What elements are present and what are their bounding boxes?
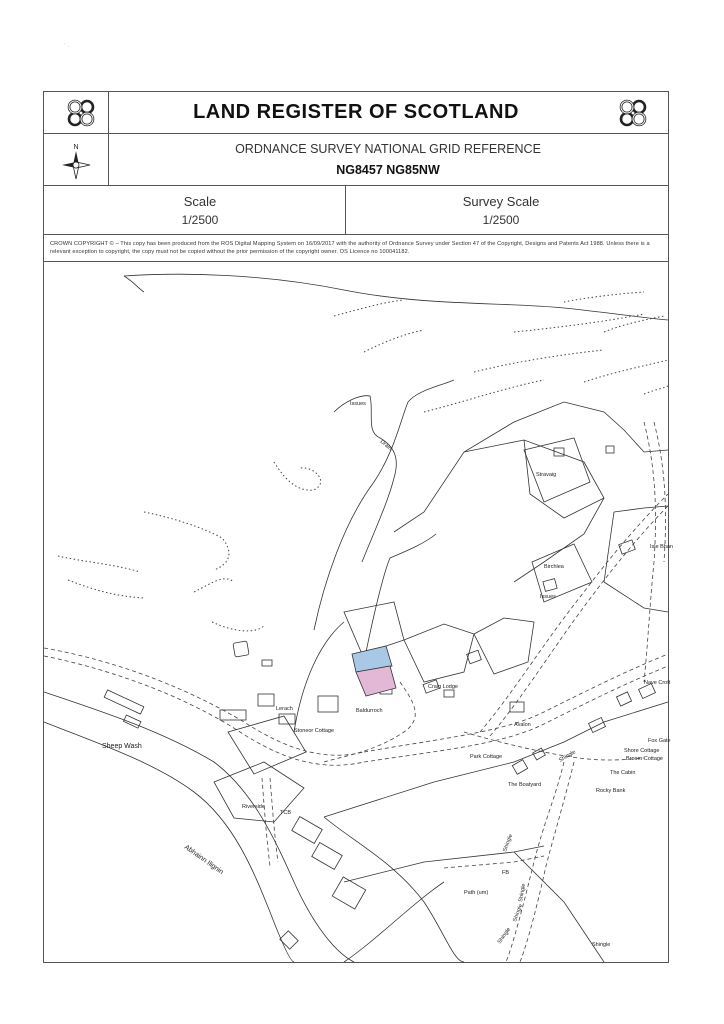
label-baldurroch: Baldurroch <box>356 708 383 714</box>
label-path: Path (um) <box>464 890 489 896</box>
label-avalon: Avalon <box>514 722 531 728</box>
grid-reference-label: ORDNANCE SURVEY NATIONAL GRID REFERENCE <box>235 142 541 156</box>
label-drain: Drain <box>378 438 393 452</box>
scale-value: 1/2500 <box>181 213 219 227</box>
north-arrow <box>58 140 94 182</box>
label-shore-cottage: Shore Cottage <box>624 748 660 754</box>
grid-reference-value: NG8457 NG85NW <box>336 163 440 177</box>
label-fox-gate: Fox Gate <box>648 738 671 744</box>
label-stravaig: Stravaig <box>536 472 557 478</box>
map-drawing <box>44 262 673 962</box>
label-birchlea: Birchlea <box>544 564 564 570</box>
label-shingle-6: Shingle <box>518 883 528 903</box>
label-riverside: Riverside <box>242 804 265 810</box>
label-isle-bhan: Isle Bhan <box>650 544 673 550</box>
copyright-row <box>44 235 668 262</box>
scale-label: Scale <box>183 194 217 209</box>
label-stoneor-cottage: Stoneor Cottage <box>294 728 335 734</box>
tracks <box>44 422 668 962</box>
contour-lines <box>58 292 668 631</box>
label-abhainn: Abhainn Ilignin <box>182 843 225 876</box>
label-rocky-bank: Rocky Bank <box>596 788 626 794</box>
title-row <box>44 92 668 134</box>
label-broom-cottage: Broom Cottage <box>626 756 663 762</box>
label-sheep-wash: Sheep Wash <box>102 743 142 750</box>
label-shingle-3: Shingle <box>496 926 513 946</box>
label-craig-lodge: Craig Lodge <box>428 684 458 690</box>
scale-cell <box>44 186 356 234</box>
label-shingle-4: Shingle <box>592 942 611 948</box>
label-nave-croft: Nave Croft <box>644 680 671 686</box>
label-shingle-1: Shingle <box>502 833 515 853</box>
scan-speck: ˙ · <box>64 44 70 50</box>
compass-icon <box>58 140 94 182</box>
label-lerach: Lerach <box>276 706 293 712</box>
survey-scale-value: 1/2500 <box>482 213 520 227</box>
map-linework <box>44 274 668 962</box>
grid-reference-row <box>44 134 668 186</box>
label-issues-top: Issues <box>350 401 366 407</box>
label-issues-mid: Issues <box>540 594 556 600</box>
north-letter: N <box>73 144 79 151</box>
label-the-boatyard: The Boatyard <box>508 782 542 788</box>
label-the-cabin: The Cabin <box>610 770 636 776</box>
label-tcb: TCB <box>280 810 291 816</box>
label-fb: FB <box>502 870 510 876</box>
scale-row <box>44 186 668 235</box>
title-plan-map <box>44 262 673 962</box>
survey-scale-cell <box>345 186 657 234</box>
survey-scale-label: Survey Scale <box>462 194 540 209</box>
title-plan-sheet <box>43 91 673 963</box>
label-park-cottage: Park Cottage <box>470 754 503 760</box>
lrs-logo-right-icon <box>618 98 648 128</box>
label-shingle-2: Shingle <box>512 903 525 923</box>
copyright-notice: CROWN COPYRIGHT © – This copy has been produced from the ROS Digital Mapping System on 16/09/2017 with the authority of Ordnance Survey under Section 47 of the Copyright, Designs and Patents Act 1988. Unless there is a relevant exception to copyright, the copy must not be copied without the prior permission of the copyright owner. OS Licence no 100041182. <box>50 241 650 255</box>
label-shingle-5: Shingle <box>558 749 577 764</box>
page-title: LAND REGISTER OF SCOTLAND <box>193 101 519 123</box>
